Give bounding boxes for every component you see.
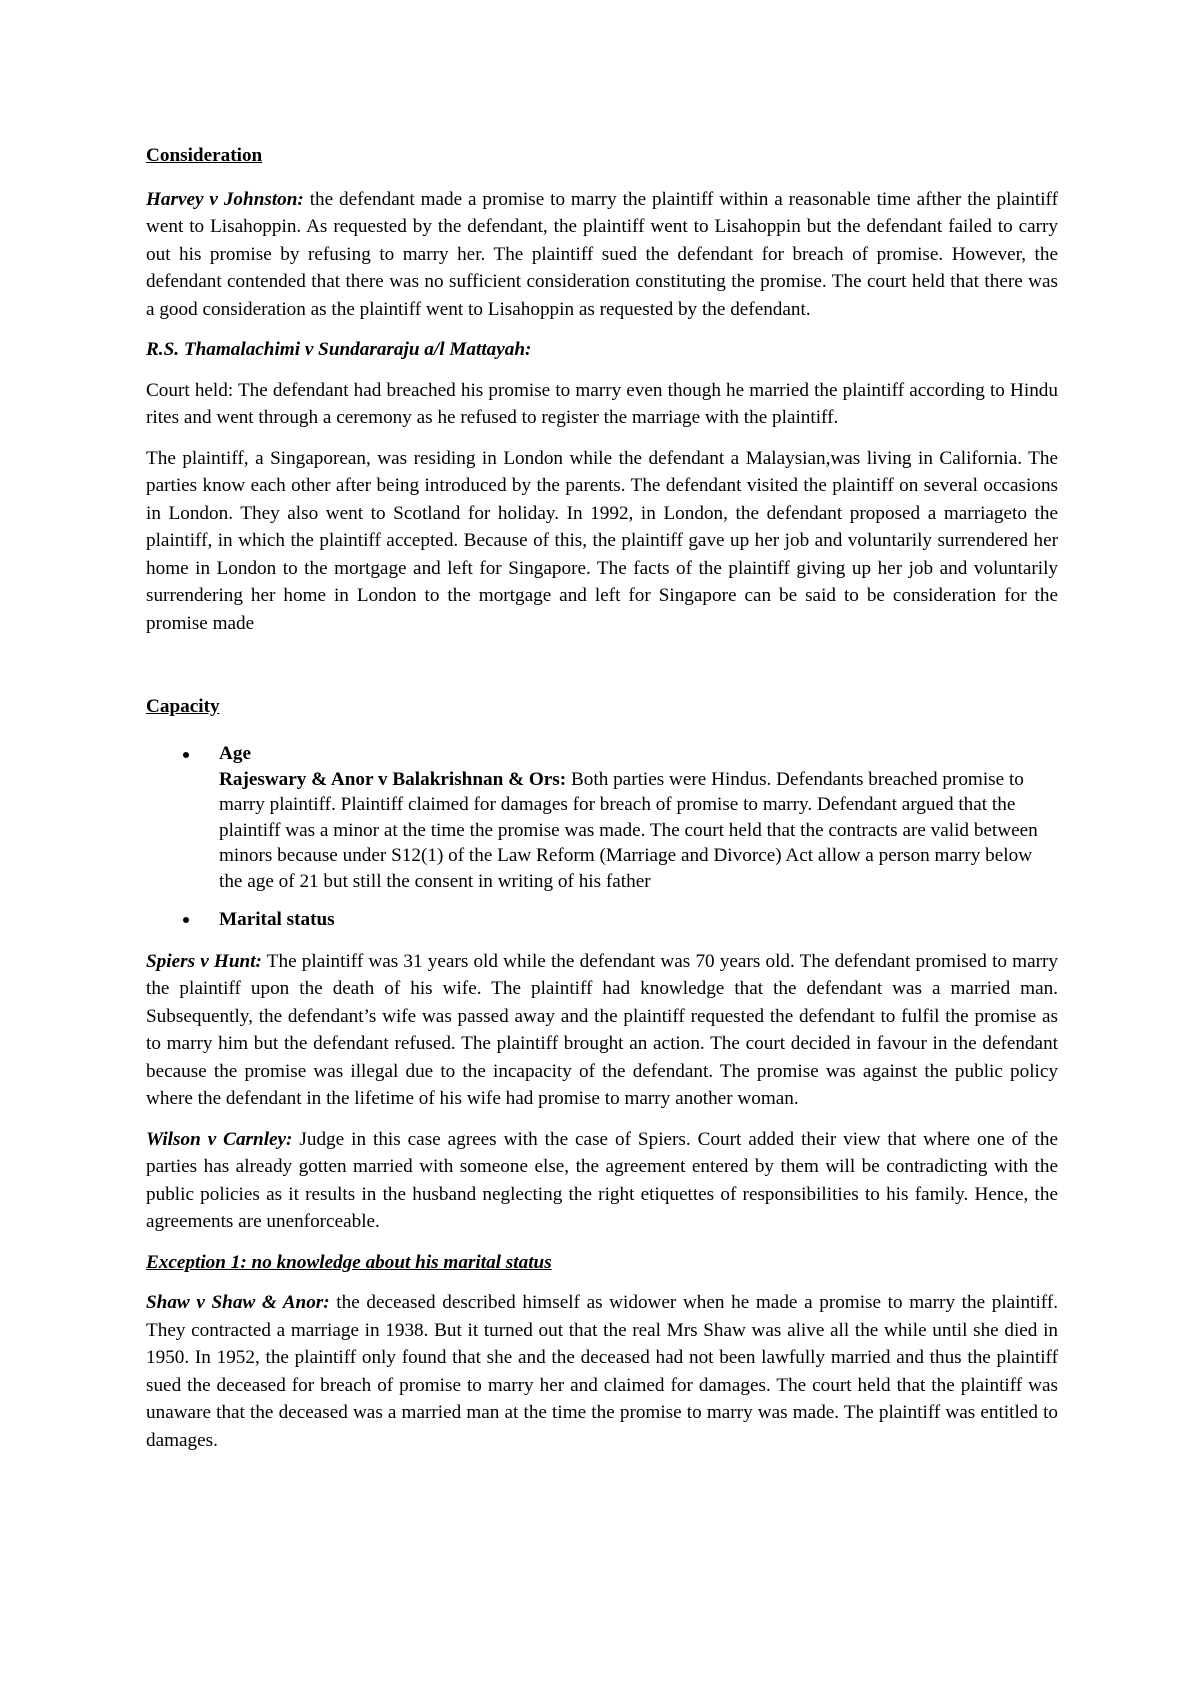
spiers-text: The plaintiff was 31 years old while the defendant was 70 years old. The defendant promised to marry the plaintiff upon the death of his wife. The plaintiff had knowledge that the defendant was a married man. Subsequently, the defendant’s wife was passed away and the plaintiff requested the defendant to fulfil the promise as to marry him but the defendant refused. The plaintiff brought an action. The court decided in favour in the defendant because the promise was illegal due to the incapacity of the defendant. The promise was against the public policy where the defendant in the lifetime of his wife had promise to marry another woman. <box>146 950 1058 1109</box>
rajeswary-case-name: Rajeswary & Anor v Balakrishnan & Ors: <box>219 768 567 790</box>
spiers-paragraph <box>146 948 1058 1113</box>
thamalachimi-case-heading <box>146 336 1058 364</box>
bullet-dot-icon <box>183 917 189 923</box>
rajeswary-text: Both parties were Hindus. Defendants breached promise to marry plaintiff. Plaintiff claimed for damages for breach of promise to marry. Defendant argued that the plaintiff was a minor at the time the promise was made. The court held that the contracts are valid between minors because under S12(1) of the Law Reform (Marriage and Divorce) Act allow a person marry below the age of 21 but still the consent in writing of his father <box>219 768 1038 892</box>
capacity-heading: Capacity <box>146 696 220 717</box>
shaw-text: the deceased described himself as widower when he made a promise to marry the plaintiff. They contracted a marriage in 1938. But it turned out that the real Mrs Shaw was alive all the while until she died in 1950. In 1952, the plaintiff only found that she and the deceased had not been lawfully married and thus the plaintiff sued the deceased for breach of promise to marry her and claimed for damages. The court held that the plaintiff was unaware that the deceased was a married man at the time the promise to marry was made. The plaintiff was entitled to damages. <box>146 1292 1059 1451</box>
wilson-text: Judge in this case agrees with the case of Spiers. Court added their view that where one of the parties has already gotten married with someone else, the agreement entered by them will be contradicting with the public policies as it results in the husband neglecting the right etiquettes of responsibilities to his family. Hence, the agreements are unenforceable. <box>146 1128 1059 1232</box>
bullet-age <box>146 741 1058 895</box>
wilson-case-name: Wilson v Carnley: <box>146 1128 293 1150</box>
document-body <box>146 142 1058 1454</box>
harvey-case-name: Harvey v Johnston: <box>146 188 304 210</box>
thamalachimi-court-held: Court held: The defendant had breached his promise to marry even though he married the plaintiff according to Hindu rites and went through a ceremony as he refused to register the marriage with the plaintiff. <box>146 379 1058 428</box>
marital-status-label: Marital status <box>219 909 335 930</box>
rajeswary-paragraph <box>219 767 1058 895</box>
age-label: Age <box>219 742 251 764</box>
thamalachimi-case-name: R.S. Thamalachimi v Sundararaju a/l Mattayah: <box>146 339 532 360</box>
consideration-heading: Consideration <box>146 145 263 166</box>
shaw-case-name: Shaw v Shaw & Anor: <box>146 1292 330 1313</box>
bullet-marital-status <box>146 906 1058 934</box>
wilson-paragraph <box>146 1126 1058 1236</box>
spiers-case-name: Spiers v Hunt: <box>146 950 262 972</box>
thamalachimi-facts: The plaintiff, a Singaporean, was residing in London while the defendant a Malaysian,was living in California. The parties know each other after being introduced by the parents. The defendant visited the plaintiff on several occasions in London. They also went to Scotland for holiday. In 1992, in London, the defendant proposed a marriageto the plaintiff, in which the plaintiff accepted. Because of this, the plaintiff gave up her job and voluntarily surrendered her home in London to the mortgage and left for Singapore. The facts of the plaintiff giving up her job and voluntarily surrendering her home in London to the mortgage and left for Singapore can be said to be consideration for the promise made <box>146 447 1058 634</box>
harvey-paragraph <box>146 186 1058 324</box>
exception-1-heading-text: Exception 1: no knowledge about his marital status <box>146 1251 552 1273</box>
exception-1-heading <box>146 1249 1058 1277</box>
harvey-text: the defendant made a promise to marry the plaintiff within a reasonable time afther the plaintiff went to Lisahoppin. As requested by the defendant, the plaintiff went to Lisahoppin but the defendant failed to carry out his promise by refusing to marry her. The plaintiff sued the defendant for breach of promise. However, the defendant contended that there was no sufficient consideration constituting the promise. The court held that there was a good consideration as the plaintiff went to Lisahoppin as requested by the defendant. <box>146 188 1058 320</box>
shaw-paragraph <box>146 1289 1058 1454</box>
bullet-dot-icon <box>183 752 189 758</box>
